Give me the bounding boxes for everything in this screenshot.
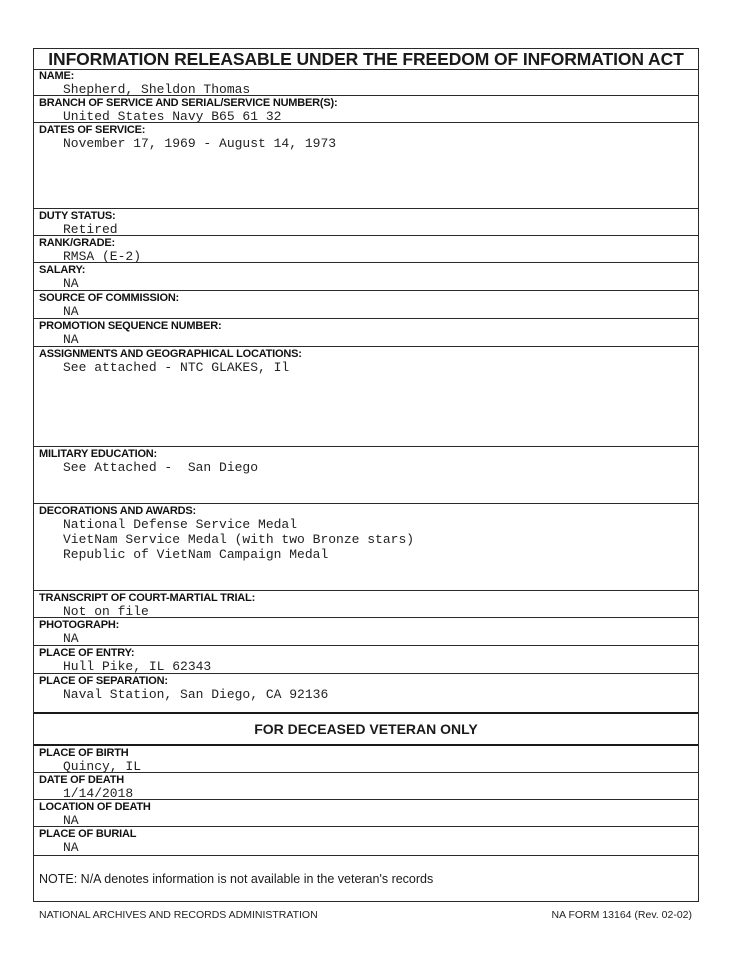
field-rank-grade	[34, 236, 698, 263]
field-value: Not on file	[63, 604, 149, 619]
field-label: TRANSCRIPT OF COURT-MARTIAL TRIAL:	[39, 592, 256, 604]
field-name	[34, 69, 698, 96]
field-photograph	[34, 618, 698, 646]
field-decorations-awards	[34, 504, 698, 591]
field-value: NA	[63, 304, 79, 319]
award-item: Republic of VietNam Campaign Medal	[63, 547, 329, 562]
field-place-of-birth	[34, 746, 698, 773]
field-label: PHOTOGRAPH:	[39, 619, 120, 631]
field-label: PLACE OF SEPARATION:	[39, 675, 168, 687]
field-label: PLACE OF ENTRY:	[39, 647, 135, 659]
deceased-veteran-header: FOR DECEASED VETERAN ONLY	[34, 714, 698, 746]
form-title: INFORMATION RELEASABLE UNDER THE FREEDOM OF INFORMATION ACT	[34, 49, 698, 70]
field-value: See attached - NTC GLAKES, Il	[63, 360, 290, 375]
field-label: DECORATIONS AND AWARDS:	[39, 505, 196, 517]
field-dates-of-service	[34, 123, 698, 209]
field-value: Naval Station, San Diego, CA 92136	[63, 687, 329, 702]
field-label: DUTY STATUS:	[39, 210, 116, 222]
field-value: November 17, 1969 - August 14, 1973	[63, 136, 337, 151]
field-value: Hull Pike, IL 62343	[63, 659, 212, 674]
field-date-of-death	[34, 773, 698, 800]
field-location-of-death	[34, 800, 698, 827]
field-assignments	[34, 347, 698, 447]
field-place-of-entry	[34, 646, 698, 674]
field-value: Retired	[63, 222, 118, 237]
field-label: PLACE OF BURIAL	[39, 828, 137, 840]
field-label: MILITARY EDUCATION:	[39, 448, 158, 460]
field-value: Shepherd, Sheldon Thomas	[63, 82, 251, 97]
field-value: NA	[63, 813, 79, 828]
field-source-of-commission	[34, 291, 698, 319]
award-item: VietNam Service Medal (with two Bronze stars)	[63, 532, 415, 547]
field-place-of-burial	[34, 827, 698, 856]
field-value: NA	[63, 631, 79, 646]
field-value: United States Navy B65 61 32	[63, 109, 282, 124]
field-value: NA	[63, 332, 79, 347]
field-value: 1/14/2018	[63, 786, 134, 801]
field-branch	[34, 96, 698, 123]
field-label: PLACE OF BIRTH	[39, 747, 129, 759]
field-label: NAME:	[39, 70, 75, 82]
field-court-martial-transcript	[34, 591, 698, 618]
field-label: PROMOTION SEQUENCE NUMBER:	[39, 320, 222, 332]
field-label: SALARY:	[39, 264, 86, 276]
field-label: DATE OF DEATH	[39, 774, 124, 786]
field-place-of-separation	[34, 674, 698, 714]
field-duty-status	[34, 209, 698, 236]
field-value: RMSA (E-2)	[63, 249, 142, 264]
field-label: ASSIGNMENTS AND GEOGRAPHICAL LOCATIONS:	[39, 348, 302, 360]
field-military-education	[34, 447, 698, 504]
field-label: RANK/GRADE:	[39, 237, 116, 249]
foia-release-form	[33, 48, 699, 902]
field-label: LOCATION OF DEATH	[39, 801, 151, 813]
field-label: BRANCH OF SERVICE AND SERIAL/SERVICE NUMBER(S):	[39, 97, 338, 109]
field-promotion-sequence	[34, 319, 698, 347]
field-value: See Attached - San Diego	[63, 460, 259, 475]
field-value: Quincy, IL	[63, 759, 142, 774]
field-label: DATES OF SERVICE:	[39, 124, 146, 136]
field-salary	[34, 263, 698, 291]
na-note: NOTE: N/A denotes information is not available in the veteran's records	[39, 872, 434, 886]
field-value: NA	[63, 840, 79, 855]
field-label: SOURCE OF COMMISSION:	[39, 292, 180, 304]
award-item: National Defense Service Medal	[63, 517, 298, 532]
footer-agency: NATIONAL ARCHIVES AND RECORDS ADMINISTRATION	[39, 909, 318, 921]
footer-form-number: NA FORM 13164 (Rev. 02-02)	[551, 909, 692, 921]
field-value: NA	[63, 276, 79, 291]
